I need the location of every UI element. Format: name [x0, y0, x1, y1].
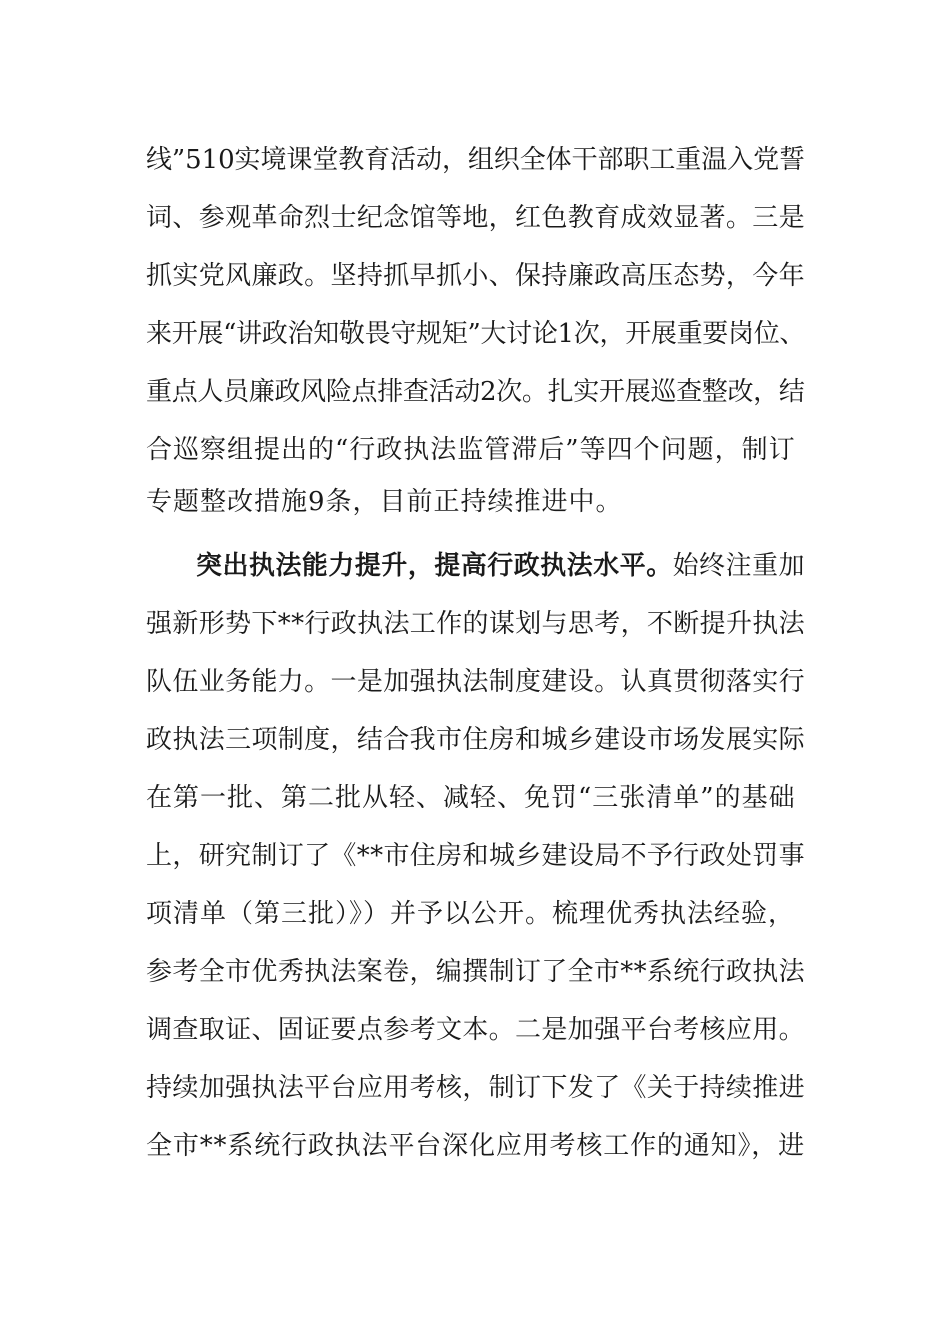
- paragraph-1-line-6: 合巡察组提出的“行政执法监管滞后”等四个问题，制订: [146, 435, 796, 465]
- paragraph-2-line-2: 强新形势下**行政执法工作的谋划与思考，不断提升执法: [146, 609, 806, 639]
- paragraph-1-line-7: 专题整改措施9条，目前正持续推进中。: [146, 487, 623, 517]
- paragraph-1-line-3: 抓实党风廉政。坚持抓早抓小、保持廉政高压态势，今年: [146, 261, 806, 291]
- paragraph-2-line-1: [196, 546, 805, 586]
- paragraph-2-line-5: 在第一批、第二批从轻、减轻、免罚“三张清单”的基础: [146, 783, 796, 813]
- paragraph-2-line-7: 项清单（第三批）》）并予以公开。梳理优秀执法经验，: [146, 899, 796, 929]
- paragraph-2-line-10: 持续加强执法平台应用考核，制订下发了《关于持续推进: [146, 1073, 806, 1103]
- paragraph-2-line-6: 上，研究制订了《**市住房和城乡建设局不予行政处罚事: [146, 841, 806, 871]
- paragraph-2-line-9: 调查取证、固证要点参考文本。二是加强平台考核应用。: [146, 1015, 806, 1045]
- paragraph-1-line-4: 来开展“讲政治知敬畏守规矩”大讨论1次，开展重要岗位、: [146, 319, 806, 349]
- paragraph-1-line-5: 重点人员廉政风险点排查活动2次。扎实开展巡查整改，结: [146, 377, 805, 407]
- paragraph-2-line-8: 参考全市优秀执法案卷，编撰制订了全市**系统行政执法: [146, 957, 806, 987]
- paragraph-2-line-11: 全市**系统行政执法平台深化应用考核工作的通知》，进: [146, 1131, 806, 1161]
- paragraph-2-heading: 突出执法能力提升，提高行政执法水平。: [196, 551, 673, 581]
- paragraph-1-line-1: 线”510实境课堂教育活动，组织全体干部职工重温入党誓: [146, 145, 805, 175]
- paragraph-2-first-line-text: 始终注重加: [672, 551, 806, 581]
- paragraph-2-line-4: 政执法三项制度，结合我市住房和城乡建设市场发展实际: [146, 725, 806, 755]
- paragraph-2-line-3: 队伍业务能力。一是加强执法制度建设。认真贯彻落实行: [146, 667, 806, 697]
- paragraph-1-line-2: 词、参观革命烈士纪念馆等地，红色教育成效显著。三是: [146, 203, 806, 233]
